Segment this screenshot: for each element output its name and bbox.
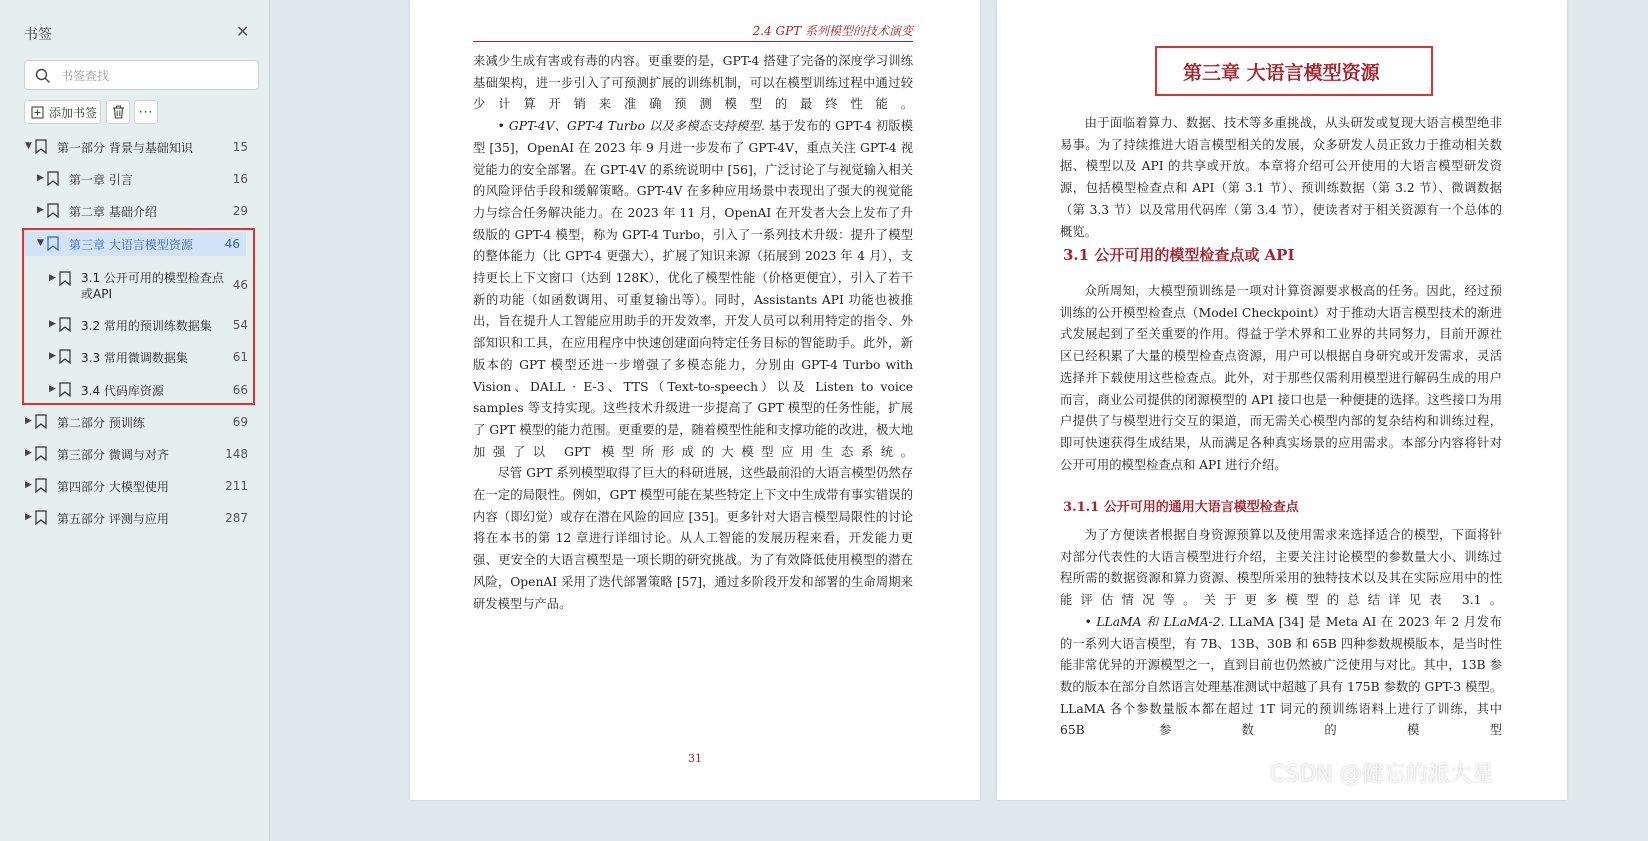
caret-down-icon[interactable]: ▼ (25, 141, 32, 151)
paragraph-text: LLaMA [34] 是 Meta AI 在 2023 年 2 月发布的一系列大语言模型，有 7B、13B、30B 和 65B 四种参数规模版本，是当时性能非常优异的开源模型之一，直到目前也仍然被广泛使用与对比。其中，13B 参数的版本在部分自然语言处理基准测试中超越了具有 175B 参数的 GPT-3 模型。LLaMA 各个参数量版本都在超过 1T 词元的预训练语料上进行了训练，其中 65B 参数的模型 (1060, 614, 1502, 738)
bookmark-page: 54 (232, 318, 248, 332)
add-bookmark-button[interactable] (24, 100, 101, 124)
add-bookmark-icon (31, 106, 44, 119)
bookmark-page: 46 (232, 278, 248, 292)
paragraph-text: 众所周知，大模型预训练是一项对计算资源要求极高的任务。因此，经过预训练的公开模型检查点（Model Checkpoint）对于推动大语言模型技术的渐进式发展起到了至关重要的作用。得益于学术界和工业界的共同努力，目前开源社区已经积累了大量的模型检查点资源，用户可以根据自身研究或开发需求，灵活选择并下载使用这些检查点。此外，对于那些仅需利用模型进行解码生成的用户而言，商业公司提供的闭源模型的 API 接口也是一种便捷的选择。这些接口为用户提供了与模型进行交互的渠道，而无需关心模型内部的复杂结构和训练过程，即可快速获得生成结果，从而满足各种真实场景的应用需求。本部分内容将针对公开可用的模型检查点和 API 进行介绍。 (1060, 284, 1502, 472)
bookmark-search[interactable] (24, 60, 259, 90)
paragraph (1060, 281, 1502, 476)
bookmark-icon (35, 446, 47, 464)
bookmark-page: 16 (232, 172, 248, 186)
bookmark-label: 第二章 基础介绍 (69, 205, 157, 219)
bookmark-icon (59, 271, 71, 289)
trash-icon (112, 105, 125, 119)
caret-right-icon[interactable]: ▶ (25, 480, 32, 490)
bookmark-icon (47, 236, 59, 254)
bookmark-icon (59, 317, 71, 335)
more-icon: ··· (138, 105, 154, 119)
bookmark-page: 46 (224, 237, 240, 251)
bookmark-icon (35, 414, 47, 432)
close-icon[interactable]: ✕ (236, 22, 250, 41)
paragraph-text: 尽管 GPT 系列模型取得了巨大的科研进展，这些最前沿的大语言模型仍然存在一定的局限性。例如，GPT 模型可能在某些特定上下文中生成带有事实错误的内容（即幻觉）或存在潜在风险的回应 [35]。更多针对大语言模型局限性的讨论将在本书的第 12 章进行详细讨论。从人工智能的发展历程来看，开发能力更强、更安全的大语言模型是一项长期的研究挑战。为了有效降低使用模型的潜在风险，OpenAI 采用了迭代部署策略 [57]，通过多阶段开发和部署的生命周期来研发模型与产品。 (473, 466, 913, 611)
caret-right-icon[interactable]: ▶ (25, 448, 32, 458)
bullet-lead: • GPT-4V、GPT-4 Turbo 以及多模态支持模型. (497, 119, 765, 134)
page-number: 31 (688, 752, 702, 765)
document-page-right[interactable] (997, 0, 1567, 800)
document-page-left[interactable] (410, 0, 980, 800)
caret-right-icon[interactable]: ▶ (49, 273, 56, 283)
paragraph (1060, 113, 1502, 243)
caret-right-icon[interactable]: ▶ (49, 384, 56, 394)
left-page-body (473, 51, 913, 615)
paragraph (473, 116, 913, 463)
caret-right-icon[interactable]: ▶ (37, 173, 44, 183)
bookmark-page: 287 (225, 511, 248, 525)
bookmark-page: 15 (232, 140, 248, 154)
paragraph-text: 为了方便读者根据自身资源预算以及使用需求来选择适合的模型，下面将针对部分代表性的大语言模型进行介绍，主要关注讨论模型的参数量大小、训练过程所需的数据资源和算力资源、模型所采用的独特技术以及其在实际应用中的性能评估情况等。关于更多模型的总结详见表 3.1。 (1060, 528, 1502, 608)
bookmark-section-3-3[interactable] (0, 348, 262, 368)
bookmark-section-3-2[interactable] (0, 316, 262, 336)
header-rule (473, 41, 913, 42)
add-bookmark-label: 添加书签 (49, 105, 98, 120)
bookmark-icon (59, 349, 71, 367)
bookmark-label: 第四部分 大模型使用 (57, 480, 169, 494)
bookmark-sidebar (0, 0, 270, 841)
caret-down-icon[interactable]: ▼ (37, 238, 44, 248)
bookmark-section-3-4[interactable] (0, 381, 262, 401)
sidebar-title: 书签 (24, 27, 52, 43)
bullet-lead: • LLaMA 和 LLaMA-2. (1084, 614, 1225, 629)
paragraph-text: 来减少生成有害或有毒的内容。更重要的是，GPT-4 搭建了完备的深度学习训练基础架构，进一步引入了可预测扩展的训练机制，可以在模型训练过程中通过较少计算开销来准确预测模型的最终性能。 (473, 54, 913, 112)
bookmark-chapter-2[interactable] (0, 202, 262, 222)
bookmark-label: 3.1 公开可用的模型检查点 (81, 271, 224, 285)
bookmark-page: 211 (225, 479, 248, 493)
bookmark-icon (35, 139, 47, 157)
chapter-title: 第三章 大语言模型资源 (1183, 62, 1380, 84)
caret-right-icon[interactable]: ▶ (49, 319, 56, 329)
bookmark-page: 61 (232, 350, 248, 364)
paragraph-text: 由于面临着算力、数据、技术等多重挑战，从头研发或复现大语言模型绝非易事。为了持续推进大语言模型相关的发展，众多研发人员正致力于推动相关数据、模型以及 API 的共享或开放。本章将介绍可公开使用的大语言模型研发资源，包括模型检查点和 API（第 3.1 节）、预训练数据（第 3.2 节）、微调数据（第 3.3 节）以及常用代码库（第 3.4 节），使读者对于相关资源有一个总体的概览。 (1060, 116, 1502, 239)
chapter-intro (1060, 113, 1502, 243)
bookmark-label: 第三部分 微调与对齐 (57, 448, 169, 462)
paragraph (473, 51, 913, 116)
caret-right-icon[interactable]: ▶ (37, 205, 44, 215)
paragraph (1060, 612, 1502, 742)
running-head: 2.4 GPT 系列模型的技术演变 (752, 24, 913, 38)
subsection-title: 3.1.1 公开可用的通用大语言模型检查点 (1063, 500, 1299, 515)
caret-right-icon[interactable]: ▶ (25, 512, 32, 522)
bookmark-part-1[interactable] (0, 138, 262, 158)
bookmark-page: 148 (225, 447, 248, 461)
caret-right-icon[interactable]: ▶ (49, 351, 56, 361)
bookmark-section-3-1[interactable] (0, 268, 262, 304)
caret-right-icon[interactable]: ▶ (25, 416, 32, 426)
bookmark-page: 66 (232, 383, 248, 397)
bookmark-label: 第二部分 预训练 (57, 416, 145, 430)
bookmark-icon (59, 382, 71, 400)
paragraph-text: 基于发布的 GPT-4 初版模型 [35]，OpenAI 在 2023 年 9 月进一步发布了 GPT-4V，重点关注 GPT-4 视觉能力的安全部署。在 GPT-4V 的系统说明中 [56]，广泛讨论了与视觉输入相关的风险评估手段和缓解策略。GPT-4V 在多种应用场景中表现出了强大的视觉能力与综合任务解决能力。在 2023 年 11 月，OpenAI 在开发者大会上发布了升级版的 GPT-4 模型，称为 GPT-4 Turbo，引入了一系列技术升级：提升了模型的整体能力（比 GPT-4 更强大），扩展了知识来源（拓展到 2023 年 4 月），支持更长上下文窗口（达到 128K），优化了模型性能（价格更便宜），引入了若干新的功能（如函数调用、可重复输出等）。同时，Assistants API 功能也被推出，旨在提升人工智能应用助手的开发效率，开发人员可以利用特定的指令、外部知识和工具，在应用程序中快速创建面向特定任务目标的智能助手。此外，新版本的 GPT 模型还进一步增强了多模态能力，分别由 GPT-4 Turbo with Vision、DALL · E-3、TTS（Text-to-speech）以及 Listen to voice samples 等支持实现。这些技术升级进一步提高了 GPT 模型的任务性能，扩展了 GPT 模型的能力范围。更重要的是，随着模型性能和支撑功能的改进，极大地加强了以 GPT 模型所形成的大模型应用生态系统。 (473, 119, 913, 459)
delete-bookmark-button[interactable] (106, 100, 130, 124)
bookmark-label: 第一章 引言 (69, 173, 133, 187)
bookmark-part-5[interactable] (0, 509, 262, 529)
subsection-body (1060, 525, 1502, 742)
bookmark-label: 3.4 代码库资源 (81, 384, 164, 398)
paragraph (1060, 525, 1502, 612)
bookmark-label: 第一部分 背景与基础知识 (57, 141, 193, 155)
bookmark-label: 第三章 大语言模型资源 (69, 238, 193, 252)
bookmark-label: 第五部分 评测与应用 (57, 512, 169, 526)
bookmark-label-line2: 或API (81, 287, 112, 301)
bookmark-label: 3.2 常用的预训练数据集 (81, 319, 212, 333)
search-icon (35, 68, 51, 84)
bookmark-label: 3.3 常用微调数据集 (81, 351, 188, 365)
paragraph (473, 463, 913, 615)
bookmark-chapter-1[interactable] (0, 170, 262, 190)
bookmark-search-input[interactable] (59, 65, 253, 87)
bookmark-icon (47, 171, 59, 189)
section-title: 3.1 公开可用的模型检查点或 API (1063, 246, 1295, 264)
watermark: CSDN @健忘的派大星 (1270, 762, 1494, 787)
bookmark-part-2[interactable] (0, 413, 262, 433)
bookmark-chapter-3[interactable] (24, 232, 246, 256)
bookmark-icon (35, 510, 47, 528)
bookmark-page: 29 (232, 204, 248, 218)
bookmark-part-3[interactable] (0, 445, 262, 465)
section-body (1060, 281, 1502, 476)
bookmark-page: 69 (232, 415, 248, 429)
bookmark-icon (35, 478, 47, 496)
bookmark-part-4[interactable] (0, 477, 262, 497)
bookmark-icon (47, 203, 59, 221)
more-options-button[interactable] (134, 100, 158, 124)
